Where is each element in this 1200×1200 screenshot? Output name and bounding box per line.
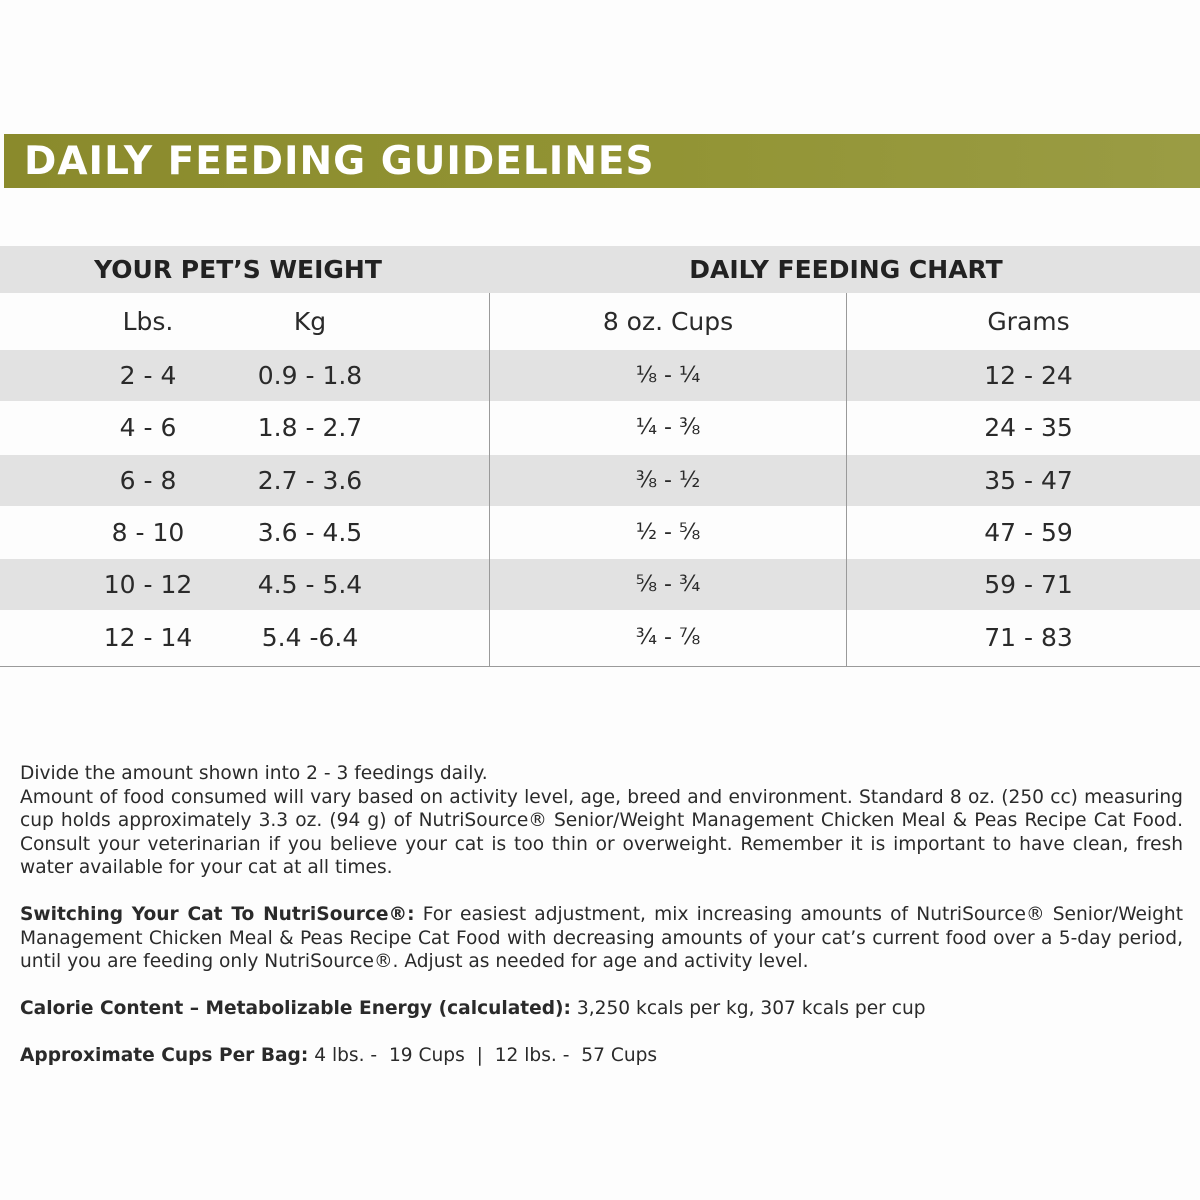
column-header-grams: Grams (987, 307, 1070, 336)
table-bottom-border (0, 666, 1200, 667)
cell-kg: 5.4 -6.4 (261, 623, 359, 652)
cell-grams: 35 - 47 (984, 466, 1073, 495)
cell-grams: 47 - 59 (984, 518, 1073, 547)
calorie-text: 3,250 kcals per kg, 307 kcals per cup (571, 998, 926, 1019)
table-row (0, 612, 1200, 663)
table-row (0, 402, 1200, 453)
chart-group-header: DAILY FEEDING CHART (689, 255, 1003, 284)
cell-lbs: 12 - 14 (103, 623, 193, 652)
cell-lbs: 6 - 8 (119, 466, 177, 495)
column-divider (846, 293, 847, 667)
cell-kg: 0.9 - 1.8 (257, 361, 363, 390)
cell-cups: ¼ - ⅜ (635, 415, 701, 440)
header-banner (4, 134, 1200, 188)
notes-paragraph: Amount of food consumed will vary based on activity level, age, breed and environment. Standard 8 oz. (250 cc) measuring cup holds approximately 3.3 oz. (94 g) of NutriSource® Senior/Weight Management Chicken Meal & Peas Recipe Cat Food. Consult your veterinarian if you believe your cat is too thin or overweight. Remember it is important to have clean, fresh water available for your cat at all times. (20, 786, 1183, 878)
cell-lbs: 8 - 10 (111, 518, 185, 547)
column-header-cups: 8 oz. Cups (602, 307, 734, 336)
cell-kg: 4.5 - 5.4 (257, 570, 363, 599)
table-row (0, 507, 1200, 558)
table-column-header-row (0, 294, 1200, 349)
cups-per-bag-text: 4 lbs. - 19 Cups | 12 lbs. - 57 Cups (308, 1045, 658, 1066)
cell-kg: 1.8 - 2.7 (257, 413, 363, 442)
cell-cups: ¾ - ⅞ (635, 625, 701, 650)
switching-text: For easiest adjustment, mix increasing amounts of NutriSource® Senior/Weight Management Chicken Meal & Peas Recipe Cat Food with decreasing amounts of your cat’s current food over a 5-day period, until you are feeding only NutriSource®. Adjust as needed for age and activity level. (20, 904, 1183, 972)
cell-grams: 12 - 24 (984, 361, 1073, 390)
table-row (0, 350, 1200, 401)
cell-cups: ⅝ - ¾ (635, 572, 701, 597)
cell-lbs: 4 - 6 (119, 413, 177, 442)
cell-cups: ⅜ - ½ (635, 468, 701, 493)
cups-per-bag-paragraph (20, 1044, 1183, 1068)
table-row (0, 559, 1200, 610)
calorie-label: Calorie Content – Metabolizable Energy (calculated): (20, 998, 571, 1019)
switching-label: Switching Your Cat To NutriSource®: (20, 904, 415, 925)
cell-grams: 24 - 35 (984, 413, 1073, 442)
cell-lbs: 10 - 12 (103, 570, 193, 599)
cups-per-bag-label: Approximate Cups Per Bag: (20, 1045, 309, 1066)
cell-kg: 3.6 - 4.5 (257, 518, 363, 547)
calorie-paragraph (20, 997, 1183, 1021)
table-group-header-row (0, 246, 1200, 293)
table-row (0, 455, 1200, 506)
cell-grams: 71 - 83 (984, 623, 1073, 652)
column-divider (489, 293, 490, 667)
cell-cups: ½ - ⅝ (635, 520, 701, 545)
cell-kg: 2.7 - 3.6 (257, 466, 363, 495)
column-header-kg: Kg (293, 307, 327, 336)
feeding-notes (20, 762, 1183, 1091)
notes-line: Divide the amount shown into 2 - 3 feedings daily. (20, 763, 488, 784)
weight-group-header: YOUR PET’S WEIGHT (94, 255, 382, 284)
cell-grams: 59 - 71 (984, 570, 1073, 599)
cell-lbs: 2 - 4 (119, 361, 177, 390)
cell-cups: ⅛ - ¼ (635, 363, 701, 388)
column-header-lbs: Lbs. (122, 307, 174, 336)
switching-paragraph (20, 903, 1183, 974)
page-title: DAILY FEEDING GUIDELINES (24, 139, 655, 184)
